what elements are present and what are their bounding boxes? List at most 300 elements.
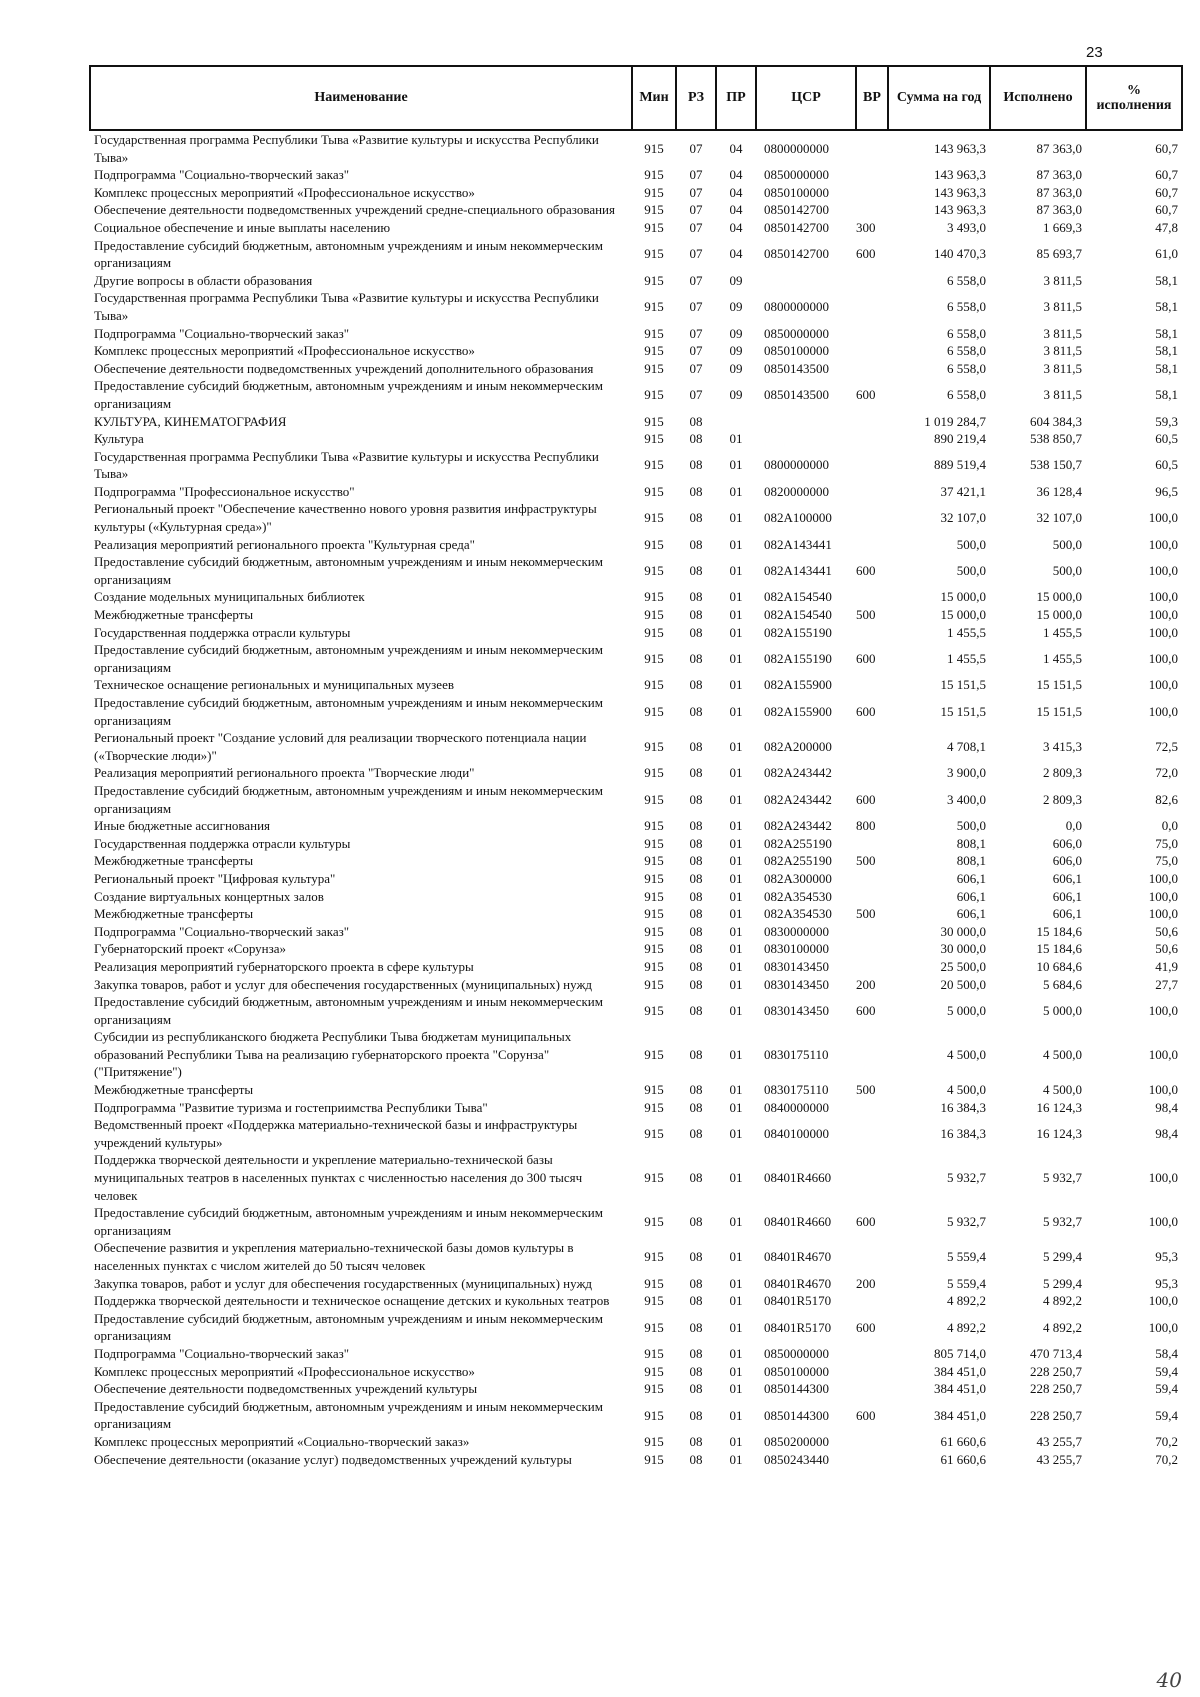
cell-executed: 606,1 <box>1052 870 1082 886</box>
table-row <box>90 870 1182 888</box>
cell-min: 915 <box>644 976 664 992</box>
cell-percent: 0,0 <box>1161 818 1178 834</box>
cell-vr: 600 <box>856 1214 876 1230</box>
cell-sum: 889 519,4 <box>934 457 986 473</box>
cell-executed: 4 892,2 <box>1043 1319 1082 1335</box>
cell-csr: 0840100000 <box>764 1126 829 1142</box>
cell-pr: 01 <box>729 536 743 552</box>
table-row <box>90 835 1182 853</box>
cell-rz: 07 <box>689 325 703 341</box>
cell-csr <box>756 413 856 431</box>
cell-csr: 0850144300 <box>764 1407 829 1423</box>
cell-csr: 0850243440 <box>764 1451 829 1467</box>
cell-name: Предоставление субсидий бюджетным, автономным учреждениям и иным некоммерческим организациям <box>94 1205 603 1238</box>
cell-percent: 100,0 <box>1148 1002 1178 1018</box>
cell-pr: 04 <box>729 202 743 218</box>
cell-min: 915 <box>644 1275 664 1291</box>
header-executed: Исполнено <box>990 66 1086 130</box>
cell-sum: 5 559,4 <box>947 1249 986 1265</box>
cell-name: Региональный проект "Создание условий для реализации творческого потенциала нации («Творческие люди»)" <box>94 730 587 763</box>
cell-pr: 01 <box>729 906 743 922</box>
cell-min: 915 <box>644 431 664 447</box>
cell-name: Закупка товаров, работ и услуг для обеспечения государственных (муниципальных) нужд <box>94 1275 593 1291</box>
cell-min: 915 <box>644 1249 664 1265</box>
cell-pr: 01 <box>729 818 743 834</box>
cell-percent: 95,3 <box>1155 1275 1178 1291</box>
cell-sum: 606,1 <box>956 906 986 922</box>
cell-pr: 01 <box>729 1099 743 1115</box>
cell-executed: 4 500,0 <box>1043 1046 1082 1062</box>
cell-percent: 58,1 <box>1155 272 1178 288</box>
cell-vr <box>856 201 888 219</box>
cell-percent: 59,4 <box>1155 1381 1178 1397</box>
cell-pr: 01 <box>729 738 743 754</box>
cell-executed: 500,0 <box>1052 563 1082 579</box>
cell-min: 915 <box>644 906 664 922</box>
cell-percent: 60,7 <box>1155 202 1178 218</box>
cell-executed: 4 892,2 <box>1043 1293 1082 1309</box>
table-row <box>90 641 1182 676</box>
cell-name: Реализация мероприятий регионального проекта "Культурная среда" <box>94 536 475 552</box>
cell-sum: 143 963,3 <box>934 167 986 183</box>
cell-pr: 01 <box>729 510 743 526</box>
table-row <box>90 676 1182 694</box>
cell-name: Государственная программа Республики Тыва «Развитие культуры и искусства Республики Тыва» <box>94 290 599 323</box>
cell-name: Государственная программа Республики Тыва «Развитие культуры и искусства Республики Тыва» <box>94 448 599 482</box>
cell-name: Предоставление субсидий бюджетным, автономным учреждениям и иным некоммерческим организациям <box>94 642 603 675</box>
cell-rz: 08 <box>689 818 703 834</box>
table-row <box>90 500 1182 535</box>
cell-vr: 300 <box>856 219 876 235</box>
cell-name: Комплекс процессных мероприятий «Профессиональное искусство» <box>94 1363 475 1379</box>
cell-rz: 08 <box>689 1046 703 1062</box>
cell-min: 915 <box>644 1319 664 1335</box>
cell-percent: 100,0 <box>1148 888 1178 904</box>
cell-rz: 07 <box>689 202 703 218</box>
cell-vr: 500 <box>856 607 876 623</box>
budget-execution-table <box>89 65 1183 1468</box>
table-row <box>90 923 1182 941</box>
cell-sum: 6 558,0 <box>947 360 986 376</box>
cell-sum: 1 455,5 <box>947 624 986 640</box>
cell-vr <box>856 1116 888 1151</box>
cell-csr: 082A255190 <box>764 835 832 851</box>
cell-min: 915 <box>644 140 664 156</box>
table-row <box>90 888 1182 906</box>
cell-percent: 75,0 <box>1155 835 1178 851</box>
cell-sum: 3 900,0 <box>947 765 986 781</box>
table-row <box>90 976 1182 994</box>
cell-csr: 08401R4660 <box>764 1214 832 1230</box>
cell-percent: 60,7 <box>1155 167 1178 183</box>
cell-vr <box>856 923 888 941</box>
cell-min: 915 <box>644 387 664 403</box>
table-row <box>90 1275 1182 1293</box>
cell-name: Создание модельных муниципальных библиотек <box>94 589 365 605</box>
table-row <box>90 764 1182 782</box>
cell-rz: 08 <box>689 835 703 851</box>
cell-pr: 09 <box>729 325 743 341</box>
cell-csr: 082A200000 <box>764 738 832 754</box>
cell-rz: 07 <box>689 343 703 359</box>
cell-pr: 01 <box>729 941 743 957</box>
cell-name: Региональный проект "Обеспечение качественно нового уровня развития инфраструктуры культуры («Культурная среда»)" <box>94 501 597 535</box>
cell-min: 915 <box>644 1433 664 1449</box>
cell-rz: 08 <box>689 1099 703 1115</box>
cell-csr: 0830175110 <box>764 1046 829 1062</box>
cell-csr: 0830100000 <box>764 941 829 957</box>
cell-vr: 600 <box>856 246 876 262</box>
table-row <box>90 993 1182 1028</box>
cell-pr: 01 <box>729 431 743 447</box>
cell-min: 915 <box>644 958 664 974</box>
cell-csr: 0850000000 <box>764 325 829 341</box>
cell-percent: 27,7 <box>1155 976 1178 992</box>
cell-name: Обеспечение деятельности подведомственных учреждений культуры <box>94 1381 478 1397</box>
cell-rz: 07 <box>689 246 703 262</box>
cell-min: 915 <box>644 343 664 359</box>
cell-rz: 08 <box>689 1126 703 1142</box>
cell-sum: 808,1 <box>956 853 986 869</box>
cell-vr <box>856 940 888 958</box>
cell-pr: 01 <box>729 624 743 640</box>
cell-pr: 09 <box>729 387 743 403</box>
cell-min: 915 <box>644 184 664 200</box>
cell-csr: 0850000000 <box>764 167 829 183</box>
cell-pr: 01 <box>729 677 743 693</box>
header-percent: % исполнения <box>1086 66 1182 130</box>
cell-min: 915 <box>644 607 664 623</box>
cell-name: Комплекс процессных мероприятий «Профессиональное искусство» <box>94 184 475 200</box>
cell-csr: 0800000000 <box>764 299 829 315</box>
cell-csr: 082A255190 <box>764 853 832 869</box>
cell-percent: 100,0 <box>1148 651 1178 667</box>
cell-percent: 59,4 <box>1155 1407 1178 1423</box>
cell-min: 915 <box>644 299 664 315</box>
cell-csr: 082A243442 <box>764 818 832 834</box>
cell-percent: 100,0 <box>1148 510 1178 526</box>
cell-percent: 82,6 <box>1155 791 1178 807</box>
cell-min: 915 <box>644 483 664 499</box>
cell-executed: 3 811,5 <box>1043 360 1082 376</box>
table-row <box>90 1433 1182 1451</box>
cell-min: 915 <box>644 1451 664 1467</box>
cell-rz: 08 <box>689 1381 703 1397</box>
cell-min: 915 <box>644 510 664 526</box>
cell-executed: 1 455,5 <box>1043 651 1082 667</box>
cell-vr <box>856 624 888 642</box>
cell-csr: 0850142700 <box>764 202 829 218</box>
cell-executed: 16 124,3 <box>1036 1126 1082 1142</box>
table-row <box>90 817 1182 835</box>
cell-vr: 600 <box>856 1407 876 1423</box>
cell-vr: 500 <box>856 853 876 869</box>
cell-vr <box>856 588 888 606</box>
cell-vr <box>856 166 888 184</box>
cell-vr <box>856 1099 888 1117</box>
cell-rz: 08 <box>689 738 703 754</box>
cell-rz: 08 <box>689 1319 703 1335</box>
cell-percent: 58,1 <box>1155 325 1178 341</box>
cell-percent: 47,8 <box>1155 219 1178 235</box>
cell-executed: 43 255,7 <box>1036 1451 1082 1467</box>
cell-csr: 0850143500 <box>764 387 829 403</box>
cell-vr: 600 <box>856 1319 876 1335</box>
cell-vr <box>856 360 888 378</box>
cell-name: Предоставление субсидий бюджетным, автономным учреждениям и иным некоммерческим организациям <box>94 695 603 728</box>
cell-executed: 15 151,5 <box>1036 703 1082 719</box>
header-pr: ПР <box>716 66 756 130</box>
table-row <box>90 1292 1182 1310</box>
cell-csr: 0850142700 <box>764 219 829 235</box>
cell-pr: 01 <box>729 1275 743 1291</box>
cell-pr: 01 <box>729 1293 743 1309</box>
cell-pr: 01 <box>729 1214 743 1230</box>
cell-name: Поддержка творческой деятельности и укрепление материально-технической базы муниципальных театров в населенных пунктах с численностью населения до 300 тысяч человек <box>94 1152 583 1203</box>
table-row <box>90 553 1182 588</box>
cell-executed: 85 693,7 <box>1036 246 1082 262</box>
cell-pr: 01 <box>729 1002 743 1018</box>
cell-pr: 01 <box>729 923 743 939</box>
cell-rz: 07 <box>689 272 703 288</box>
cell-vr <box>856 1151 888 1204</box>
cell-rz: 08 <box>689 536 703 552</box>
cell-vr <box>856 500 888 535</box>
table-header <box>90 66 1182 130</box>
cell-csr: 08401R4670 <box>764 1275 832 1291</box>
cell-executed: 1 669,3 <box>1043 219 1082 235</box>
cell-csr: 0850100000 <box>764 184 829 200</box>
cell-min: 915 <box>644 1082 664 1098</box>
table-row <box>90 360 1182 378</box>
cell-executed: 15 151,5 <box>1036 677 1082 693</box>
cell-min: 915 <box>644 246 664 262</box>
cell-name: Подпрограмма "Социально-творческий заказ" <box>94 923 350 939</box>
cell-name: Межбюджетные трансферты <box>94 853 254 869</box>
cell-pr: 01 <box>729 563 743 579</box>
cell-csr: 082A143441 <box>764 536 832 552</box>
table-row <box>90 325 1182 343</box>
cell-csr: 0820000000 <box>764 483 829 499</box>
cell-rz: 08 <box>689 677 703 693</box>
cell-rz: 08 <box>689 1082 703 1098</box>
cell-percent: 59,3 <box>1155 413 1178 429</box>
cell-name: Межбюджетные трансферты <box>94 906 254 922</box>
cell-sum: 15 000,0 <box>940 589 986 605</box>
cell-name: Предоставление субсидий бюджетным, автономным учреждениям и иным некоммерческим организациям <box>94 554 603 587</box>
cell-csr: 082A154540 <box>764 589 832 605</box>
cell-pr: 01 <box>729 1170 743 1186</box>
table-row <box>90 729 1182 764</box>
cell-percent: 100,0 <box>1148 563 1178 579</box>
cell-pr: 01 <box>729 1381 743 1397</box>
cell-percent: 100,0 <box>1148 703 1178 719</box>
cell-executed: 5 684,6 <box>1043 976 1082 992</box>
cell-csr: 082A243442 <box>764 791 832 807</box>
table-row <box>90 289 1182 324</box>
cell-name: Подпрограмма "Развитие туризма и гостеприимства Республики Тыва" <box>94 1099 488 1115</box>
cell-rz: 07 <box>689 184 703 200</box>
cell-executed: 228 250,7 <box>1030 1363 1082 1379</box>
table-row <box>90 184 1182 202</box>
cell-name: Предоставление субсидий бюджетным, автономным учреждениям и иным некоммерческим организациям <box>94 378 603 411</box>
cell-executed: 3 811,5 <box>1043 387 1082 403</box>
cell-rz: 08 <box>689 703 703 719</box>
cell-vr <box>856 1345 888 1363</box>
cell-percent: 100,0 <box>1148 536 1178 552</box>
cell-pr: 09 <box>729 360 743 376</box>
cell-csr: 0830143450 <box>764 1002 829 1018</box>
cell-name: Подпрограмма "Социально-творческий заказ" <box>94 167 350 183</box>
cell-min: 915 <box>644 202 664 218</box>
cell-rz: 08 <box>689 563 703 579</box>
cell-percent: 58,1 <box>1155 387 1178 403</box>
cell-sum: 61 660,6 <box>940 1451 986 1467</box>
cell-name: Другие вопросы в области образования <box>94 272 313 288</box>
cell-vr: 500 <box>856 1082 876 1098</box>
cell-sum: 384 451,0 <box>934 1407 986 1423</box>
cell-executed: 604 384,3 <box>1030 413 1082 429</box>
table-row <box>90 413 1182 431</box>
table-row <box>90 905 1182 923</box>
cell-pr <box>716 413 756 431</box>
cell-sum: 890 219,4 <box>934 431 986 447</box>
cell-percent: 59,4 <box>1155 1363 1178 1379</box>
cell-min: 915 <box>644 677 664 693</box>
table-row <box>90 1363 1182 1381</box>
cell-executed: 2 809,3 <box>1043 791 1082 807</box>
cell-pr: 01 <box>729 589 743 605</box>
table-row <box>90 1204 1182 1239</box>
cell-rz: 08 <box>689 923 703 939</box>
header-name: Наименование <box>90 66 632 130</box>
cell-rz: 08 <box>689 1214 703 1230</box>
cell-csr: 0800000000 <box>764 140 829 156</box>
cell-vr <box>856 483 888 501</box>
cell-min: 915 <box>644 1214 664 1230</box>
cell-csr: 082A155900 <box>764 703 832 719</box>
cell-percent: 60,7 <box>1155 140 1178 156</box>
cell-vr: 600 <box>856 791 876 807</box>
cell-sum: 143 963,3 <box>934 140 986 156</box>
cell-name: Техническое оснащение региональных и муниципальных музеев <box>94 677 454 693</box>
cell-executed: 4 500,0 <box>1043 1082 1082 1098</box>
cell-min: 915 <box>644 219 664 235</box>
cell-vr <box>856 888 888 906</box>
cell-executed: 15 184,6 <box>1036 923 1082 939</box>
cell-rz: 08 <box>689 853 703 869</box>
cell-vr <box>856 430 888 448</box>
cell-name: Поддержка творческой деятельности и техническое оснащение детских и кукольных театров <box>94 1293 610 1309</box>
cell-rz: 08 <box>689 941 703 957</box>
cell-min: 915 <box>644 835 664 851</box>
cell-name: Предоставление субсидий бюджетным, автономным учреждениям и иным некоммерческим организациям <box>94 237 603 271</box>
cell-percent: 70,2 <box>1155 1451 1178 1467</box>
cell-sum: 4 500,0 <box>947 1082 986 1098</box>
cell-min: 915 <box>644 791 664 807</box>
cell-name: Создание виртуальных концертных залов <box>94 888 324 904</box>
cell-vr <box>856 835 888 853</box>
cell-executed: 10 684,6 <box>1036 958 1082 974</box>
cell-name: Межбюджетные трансферты <box>94 607 254 623</box>
cell-rz: 08 <box>689 870 703 886</box>
cell-name: Реализация мероприятий регионального проекта "Творческие люди" <box>94 765 475 781</box>
table-row <box>90 237 1182 272</box>
cell-sum: 61 660,6 <box>940 1433 986 1449</box>
cell-rz: 08 <box>689 791 703 807</box>
cell-name: Реализация мероприятий губернаторского проекта в сфере культуры <box>94 958 474 974</box>
cell-percent: 98,4 <box>1155 1099 1178 1115</box>
cell-name: Предоставление субсидий бюджетным, автономным учреждениям и иным некоммерческим организациям <box>94 1310 603 1344</box>
cell-min: 915 <box>644 272 664 288</box>
cell-executed: 606,0 <box>1052 853 1082 869</box>
cell-percent: 60,5 <box>1155 431 1178 447</box>
cell-min: 915 <box>644 1407 664 1423</box>
cell-sum: 500,0 <box>956 536 986 552</box>
cell-sum: 16 384,3 <box>940 1099 986 1115</box>
cell-sum: 6 558,0 <box>947 387 986 403</box>
header-sum: Сумма на год <box>888 66 990 130</box>
cell-sum: 3 493,0 <box>947 219 986 235</box>
cell-csr: 08401R5170 <box>764 1319 832 1335</box>
header-row <box>90 66 1182 130</box>
cell-sum: 143 963,3 <box>934 202 986 218</box>
cell-sum: 384 451,0 <box>934 1381 986 1397</box>
cell-name: Культура <box>94 431 144 447</box>
cell-sum: 140 470,3 <box>934 246 986 262</box>
table-row <box>90 1116 1182 1151</box>
cell-rz: 08 <box>689 976 703 992</box>
cell-sum: 384 451,0 <box>934 1363 986 1379</box>
cell-vr <box>856 272 888 290</box>
cell-vr <box>856 342 888 360</box>
cell-name: Иные бюджетные ассигнования <box>94 818 271 834</box>
cell-vr: 600 <box>856 563 876 579</box>
cell-vr: 500 <box>856 906 876 922</box>
cell-percent: 50,6 <box>1155 923 1178 939</box>
cell-vr: 200 <box>856 1275 876 1291</box>
cell-sum: 4 892,2 <box>947 1293 986 1309</box>
cell-vr: 600 <box>856 651 876 667</box>
cell-name: Предоставление субсидий бюджетным, автономным учреждениям и иным некоммерческим организациям <box>94 994 603 1027</box>
cell-min: 915 <box>644 1002 664 1018</box>
cell-vr <box>856 1380 888 1398</box>
cell-vr <box>856 184 888 202</box>
cell-rz: 08 <box>689 1345 703 1361</box>
cell-name: Предоставление субсидий бюджетным, автономным учреждениям и иным некоммерческим организациям <box>94 1398 603 1432</box>
cell-percent: 100,0 <box>1148 906 1178 922</box>
cell-executed: 5 000,0 <box>1043 1002 1082 1018</box>
cell-vr <box>856 729 888 764</box>
cell-executed: 228 250,7 <box>1030 1381 1082 1397</box>
table-row <box>90 1345 1182 1363</box>
cell-min: 915 <box>644 624 664 640</box>
cell-vr <box>856 325 888 343</box>
cell-csr: 08401R4670 <box>764 1249 832 1265</box>
cell-vr: 600 <box>856 1002 876 1018</box>
cell-vr <box>856 1451 888 1469</box>
cell-percent: 96,5 <box>1155 483 1178 499</box>
cell-min: 915 <box>644 563 664 579</box>
cell-sum: 32 107,0 <box>940 510 986 526</box>
table-row <box>90 448 1182 483</box>
table-row <box>90 852 1182 870</box>
cell-executed: 470 713,4 <box>1030 1345 1082 1361</box>
table-row <box>90 1380 1182 1398</box>
table-row <box>90 1398 1182 1433</box>
cell-percent: 58,1 <box>1155 299 1178 315</box>
cell-name: Обеспечение развития и укрепления материально-технической базы домов культуры в населенных пунктах с числом жителей до 50 тысяч человек <box>94 1240 574 1273</box>
